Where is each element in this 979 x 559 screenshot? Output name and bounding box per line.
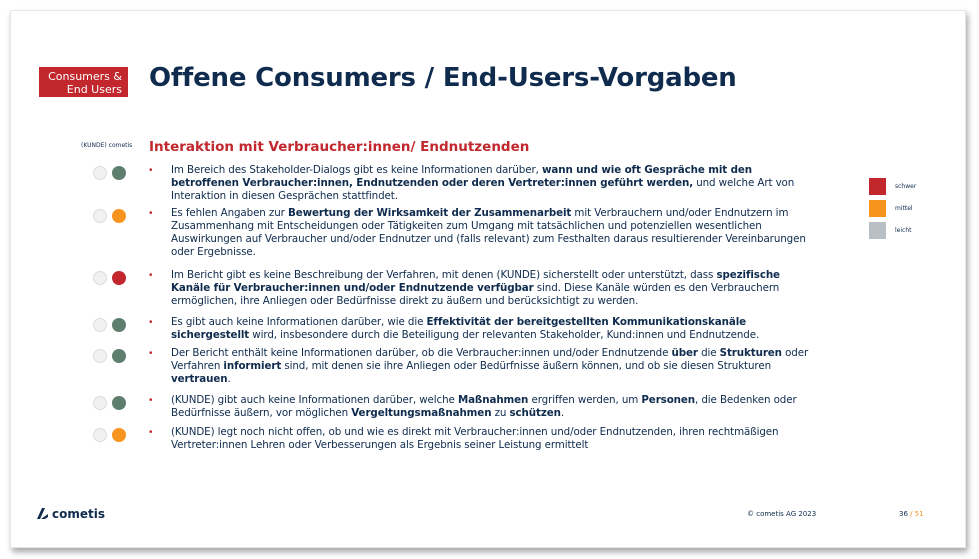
page-title: Offene Consumers / End-Users-Vorgaben [149,63,737,93]
finding-text-segment: Im Bericht gibt es keine Beschreibung der Verfahren, mit denen (KUNDE) sicherstellt oder unterstützt, dass [171,269,717,281]
client-rating-circle [93,318,107,332]
legend-label-leicht: leicht [895,227,912,234]
finding-text-bold: vertrauen [171,373,228,385]
finding-text-segment: . [227,373,231,385]
legend-label-mittel: mittel [895,205,913,212]
rating-indicators [93,428,133,444]
client-rating-circle [93,166,107,180]
finding-text-bold: Strukturen [719,347,782,359]
page-number [899,510,924,518]
legend-swatch-mittel [869,200,886,217]
rating-indicators [93,166,133,182]
bullet-icon: • [149,317,153,328]
finding-text [171,347,821,386]
category-tag [39,67,128,97]
finding-text-bold: wann und wie oft Gespräche mit den betroffenen Verbraucher:innen, Endnutzenden oder deren Vertreter:innen geführt werden, [171,164,752,189]
finding-text-segment: und welche Art von Interaktion in diesen Gesprächen stattfindet. [171,177,795,202]
cometis-rating-circle [112,166,126,180]
cometis-logo-icon [37,508,48,519]
finding-text-segment: ergriffen werden, um [528,394,642,406]
finding-text-bold: informiert [223,360,282,372]
finding-text-segment: Der Bericht enthält keine Informationen darüber, ob die Verbraucher:innen und/oder Endnutzende [171,347,672,359]
section-title: Interaktion mit Verbraucher:innen/ Endnutzenden [149,139,530,155]
finding-text-bold: schützen [509,407,561,419]
finding-text-segment: (KUNDE) gibt auch keine Informationen darüber, welche [171,394,458,406]
finding-text-segment: mit Verbrauchern und/oder Endnutzern im Zusammenhang mit Entscheidungen oder Tätigkeiten zum Umgang mit tatsächlichen und potenziellen wesentlichen Auswirkungen auf Verbraucher und/oder Endnutzer und (falls relevant) zum Festhalten daraus resultierender Vereinbarungen oder Ergebnisse. [171,207,806,258]
rating-indicators [93,209,133,225]
finding-text-segment: zu [491,407,510,419]
rating-indicators [93,396,133,412]
category-tag-line1: Consumers & [48,70,122,83]
finding-text-bold: Maßnahmen [457,394,529,406]
cometis-rating-circle [112,428,126,442]
rating-indicators [93,349,133,365]
client-rating-circle [93,271,107,285]
finding-text-bold: Bewertung der Wirksamkeit der Zusammenarbeit [287,207,572,219]
logo-text: cometis [52,507,105,521]
finding-text [171,164,821,203]
legend-label-schwer: schwer [895,183,917,190]
bullet-icon: • [149,165,153,176]
finding-text [171,394,821,420]
finding-text-bold: Effektivität der bereitgestellten Kommunikationskanäle sichergestellt [171,316,747,341]
finding-text [171,207,821,259]
bullet-icon: • [149,270,153,281]
rating-indicators [93,318,133,334]
finding-text-segment: Im Bereich des Stakeholder-Dialogs gibt es keine Informationen darüber, [171,164,542,176]
finding-text-segment: (KUNDE) legt noch nicht offen, ob und wie es direkt mit Verbraucher:innen und/oder Endnutzenden, ihren rechtmäßigen Vertreter:innen Lehren oder Verbesserungen als Ergebnis seiner Leistung ermittelt [171,426,779,451]
cometis-rating-circle [112,349,126,363]
logo [37,507,105,521]
category-tag-line2: End Users [66,83,122,96]
finding-text-segment: die [697,347,720,359]
finding-text-bold: Vergeltungsmaßnahmen [351,407,492,419]
finding-text [171,426,821,452]
client-rating-circle [93,396,107,410]
cometis-rating-circle [112,271,126,285]
finding-text-segment: Es gibt auch keine Informationen darüber, wie die [171,316,427,328]
finding-text-segment: wird, insbesondere durch die Beteiligung der relevanten Stakeholder, Kund:innen und Endnutzende. [249,329,760,341]
client-rating-circle [93,349,107,363]
bullet-icon: • [149,427,153,438]
page-total: 51 [914,510,924,518]
finding-text [171,316,821,342]
finding-text-segment: . [560,407,565,419]
bullet-icon: • [149,208,153,219]
page-separator: / [907,510,915,518]
footer-copyright: © cometis AG 2023 [747,510,817,518]
finding-text-bold: spezifische Kanäle für Verbraucher:innen und/oder Endnutzende verfügbar [171,269,780,294]
bullet-icon: • [149,348,153,359]
finding-text-segment: sind, mit denen sie ihre Anliegen oder Bedürfnisse äußern können, und ob sie diesen Strukturen [281,360,771,372]
column-header: (KUNDE) cometis [81,142,133,149]
finding-text-segment: sind. Diese Kanäle würden es den Verbrauchern ermöglichen, ihre Anliegen oder Bedürfnisse direkt zu äußern und berücksichtigt zu werden. [171,282,780,307]
rating-indicators [93,271,133,287]
finding-text-segment: Es fehlen Angaben zur [171,207,288,219]
legend-swatch-leicht [869,222,886,239]
page-current: 36 [899,510,908,518]
cometis-rating-circle [112,396,126,410]
cometis-rating-circle [112,209,126,223]
cometis-rating-circle [112,318,126,332]
finding-text-bold: Personen [641,394,696,406]
finding-text-segment: , die Bedenken oder Bedürfnisse äußern, vor möglichen [171,394,797,419]
legend-swatch-schwer [869,178,886,195]
client-rating-circle [93,428,107,442]
slide [10,10,966,548]
finding-text-segment: oder Verfahren [171,347,809,372]
finding-text [171,269,821,308]
finding-text-bold: über [671,347,698,359]
bullet-icon: • [149,395,153,406]
client-rating-circle [93,209,107,223]
